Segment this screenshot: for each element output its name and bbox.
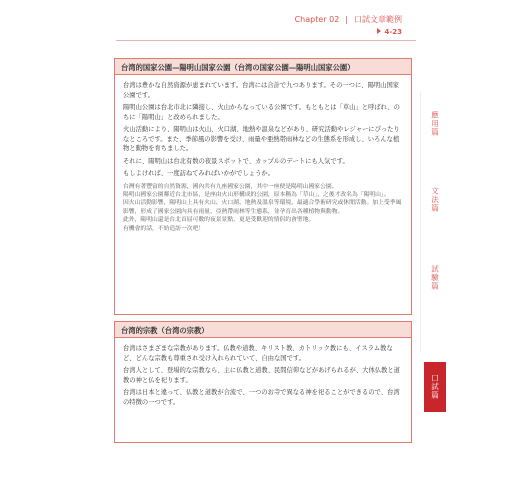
article-title: 台湾的宗教（台湾の宗教） — [115, 322, 411, 338]
jp-paragraph: 台湾はさまざまな宗教があります。仏教や道教、キリスト教、カトリック教にも、イスラム教など、どんな宗教も尊重され受け入れられていて、自由な国です。 — [123, 345, 393, 362]
zh-paragraph: 因火山活動影響，陽明山上具有火山、火口湖、地熱及溫泉等環境，最適合學術研究或休閒活動。加上受季風影響，形成了國家公園內具有雨量、亞熱帶雨林等生態系，並孕育出各種植物與動物。 — [123, 200, 402, 215]
jp-paragraph: 火山活動により、陽明山は火山、火口湖、地熱や温泉などがあり、研究活動やレジャーにぴったりなところです。また、季節風の影響を受け、雨量や亜熱帯雨林などの生態系を形成し、いろんな植物と動物を育ちました。 — [123, 126, 400, 152]
side-tab-exam[interactable]: 試驗篇 — [430, 265, 440, 291]
section-label: 口試文章範例 — [354, 15, 402, 24]
article-title: 台湾的国家公園—陽明山国家公園（台湾の国家公園—陽明山国家公園） — [115, 59, 411, 75]
header-separator: | — [345, 15, 348, 24]
chinese-translation — [123, 183, 405, 233]
jp-paragraph: 台湾人として、登場的な宗教なら、主に仏教と道教、民間信仰などがあげられるが、大体仏教と道教の神と仏を祀ります。 — [123, 367, 400, 384]
jp-paragraph: もしよければ、一度訪ねてみればいかがでしょうか。 — [123, 170, 274, 177]
zh-paragraph: 台灣有著豐富的自然資源，國內共有九座國家公園，其中一座便是陽明山國家公園。 — [123, 183, 338, 190]
article-body — [123, 81, 405, 233]
side-tab-application[interactable]: 應用篇 — [430, 111, 440, 137]
article-box-national-park — [114, 58, 412, 315]
jp-paragraph: 台湾は豊かな自然資源が恵まれています。台湾には合計で九つあります。その一つに、陽明山国家公園です。 — [123, 82, 400, 99]
page-header — [295, 14, 402, 25]
zh-paragraph: 有機會的話，不妨造訪一次吧！ — [123, 225, 205, 232]
side-tab-oral-active[interactable]: 口試篇 — [424, 362, 446, 412]
side-divider — [420, 92, 421, 352]
side-tab-grammar[interactable]: 文法篇 — [430, 187, 440, 213]
jp-paragraph: 台湾は日本と違って、仏教と道教が合流で、一つのお寺で異なる神を祀ることができるので、台湾の特徴の一つです。 — [123, 389, 400, 406]
zh-paragraph: 此外，陽明山還是台北首屈可數的夜景景點，更是受歡迎的情侶約會聖地。 — [123, 217, 315, 224]
zh-paragraph: 陽明山國家公園鄰近台北市區，是座由火山形構成的公園，原本稱為「草山」，之後才改名為「陽明山」。 — [123, 191, 390, 198]
chapter-label: Chapter 02 — [294, 15, 340, 24]
article-box-religion — [114, 321, 412, 443]
jp-paragraph: それに、陽明山は台北有数の夜景スポットで、カップルのデートにも人気です。 — [123, 157, 349, 165]
article-body — [123, 344, 405, 410]
jp-paragraph: 陽明山公園は台北市北に隣接し、火山からなっている公園です。もともとは「草山」と呼ばれ、のちに「陽明山」と改められました。 — [123, 104, 400, 121]
header-divider — [116, 40, 416, 41]
page-number: 4-23 — [377, 28, 402, 36]
